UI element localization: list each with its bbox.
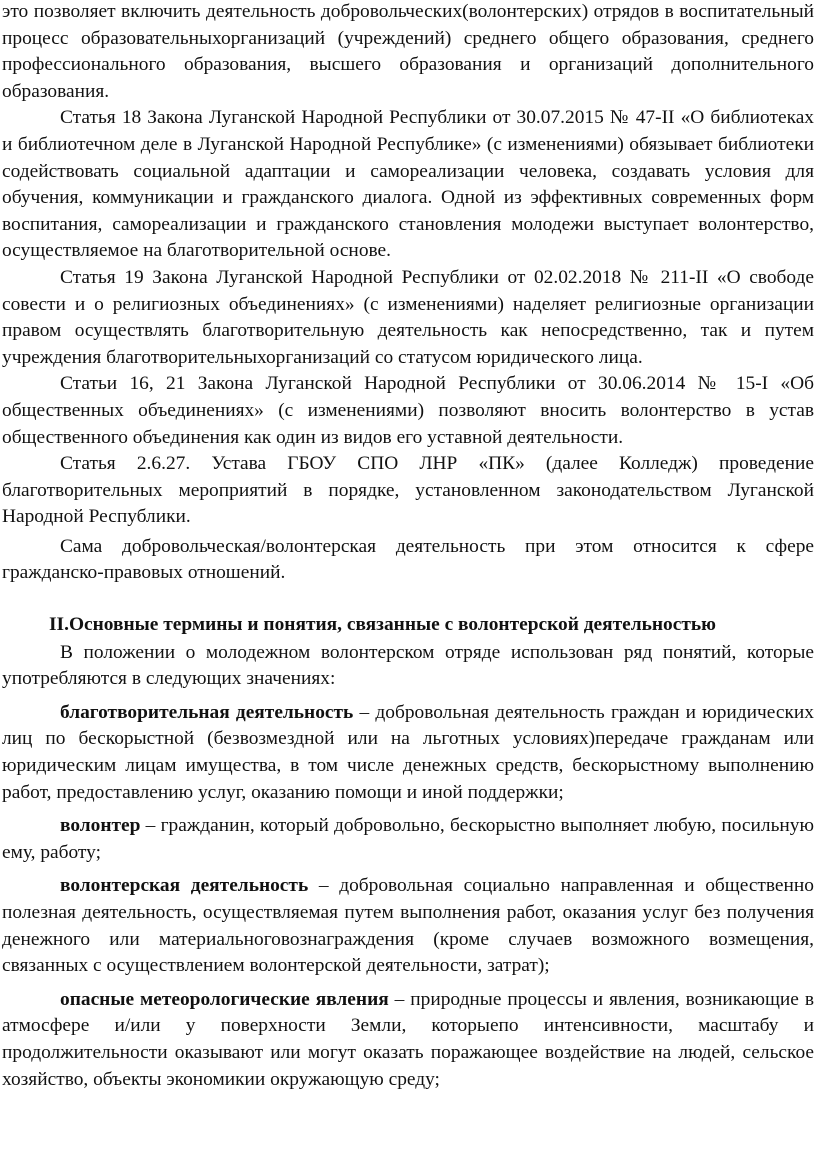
definition-text: – добровольная социально направленная и общественно полезная деятельность, осуществляемая путем выполнения работ, оказания услуг без получения денежного или материальноговознаграждения (кроме случаев возможного возмещения, связанных с осуществлением волонтерской деятельности, затрат); [2, 875, 814, 977]
paragraph-volunteer-units: это позволяет включить деятельность добровольческих(волонтерских) отрядов в воспитательный процесс образовательныхорганизаций (учреждений) среднего общего образования, среднего профессионального образования, высшего образования и организаций дополнительного образования. [2, 1, 814, 102]
definition-term: волонтерская деятельность [60, 875, 309, 897]
definition-term: благотворительная деятельность [60, 701, 354, 723]
definition-text: – природные процессы и явления, возникающие в атмосфере и/или у поверхности Земли, которыепо интенсивности, масштабу и продолжительности оказывают или могут оказать поражающее воздействие на людей, сельское хозяйство, объекты экономикии окружающую среду; [2, 988, 814, 1090]
definition-volunteer-activity [2, 873, 814, 979]
definition-term: опасные метеорологические явления [60, 988, 389, 1010]
section-heading: II.Основные термины и понятия, связанные с волонтерской деятельностью [49, 614, 716, 636]
paragraph-article-2-6-27-charter: Статья 2.6.27. Устава ГБОУ СПО ЛНР «ПК» (далее Колледж) проведение благотворительных мероприятий в порядке, установленном законодательством Луганской Народной Республики. [2, 453, 814, 528]
definition-text: – гражданин, который добровольно, бескорыстно выполняет любую, посильную ему, работу; [2, 815, 814, 863]
definition-weather-hazards [2, 987, 814, 1093]
definition-charity [2, 700, 814, 806]
paragraph-articles-16-21-associations: Статьи 16, 21 Закона Луганской Народной Республики от 30.06.2014 № 15-I «Об общественных объединениях» (с изменениями) позволяют вносить волонтерство в устав общественного объединения как один из видов его уставной деятельности. [2, 373, 814, 448]
paragraph-article-19-religious: Статья 19 Закона Луганской Народной Республики от 02.02.2018 № 211-II «О свободе совести и о религиозных объединениях» (с изменениями) наделяет религиозные организации правом осуществлять благотворительную деятельность как непосредственно, так и путем учреждения благотворительныхорганизаций со статусом юридического лица. [2, 266, 814, 368]
paragraph-civil-law: Сама добровольческая/волонтерская деятельность при этом относится к сфере гражданско-правовых отношений. [2, 535, 814, 584]
section-intro: В положении о молодежном волонтерском отряде использован ряд понятий, которые употребляются в следующих значениях: [2, 641, 814, 690]
definition-volunteer [2, 813, 814, 866]
paragraph-article-18-libraries: Статья 18 Закона Луганской Народной Республики от 30.07.2015 № 47-II «О библиотеках и библиотечном деле в Луганской Народной Республике» (с изменениями) обязывает библиотеки содействовать социальной адаптации и самореализации человека, создавать условия для обучения, коммуникации и гражданского диалога. Одной из эффективных современных форм воспитания, самореализации и гражданского становления молодежи выступает волонтерство, осуществляемое на благотворительной основе. [2, 107, 814, 262]
definition-text: – добровольная деятельность граждан и юридических лиц по бескорыстной (безвозмездной или на льготных условиях)передаче гражданам или юридическим лицам имущества, в том числе денежных средств, бескорыстному выполнению работ, предоставлению услуг, оказанию помощи и иной поддержки; [2, 701, 814, 803]
definition-term: волонтер [60, 815, 141, 837]
